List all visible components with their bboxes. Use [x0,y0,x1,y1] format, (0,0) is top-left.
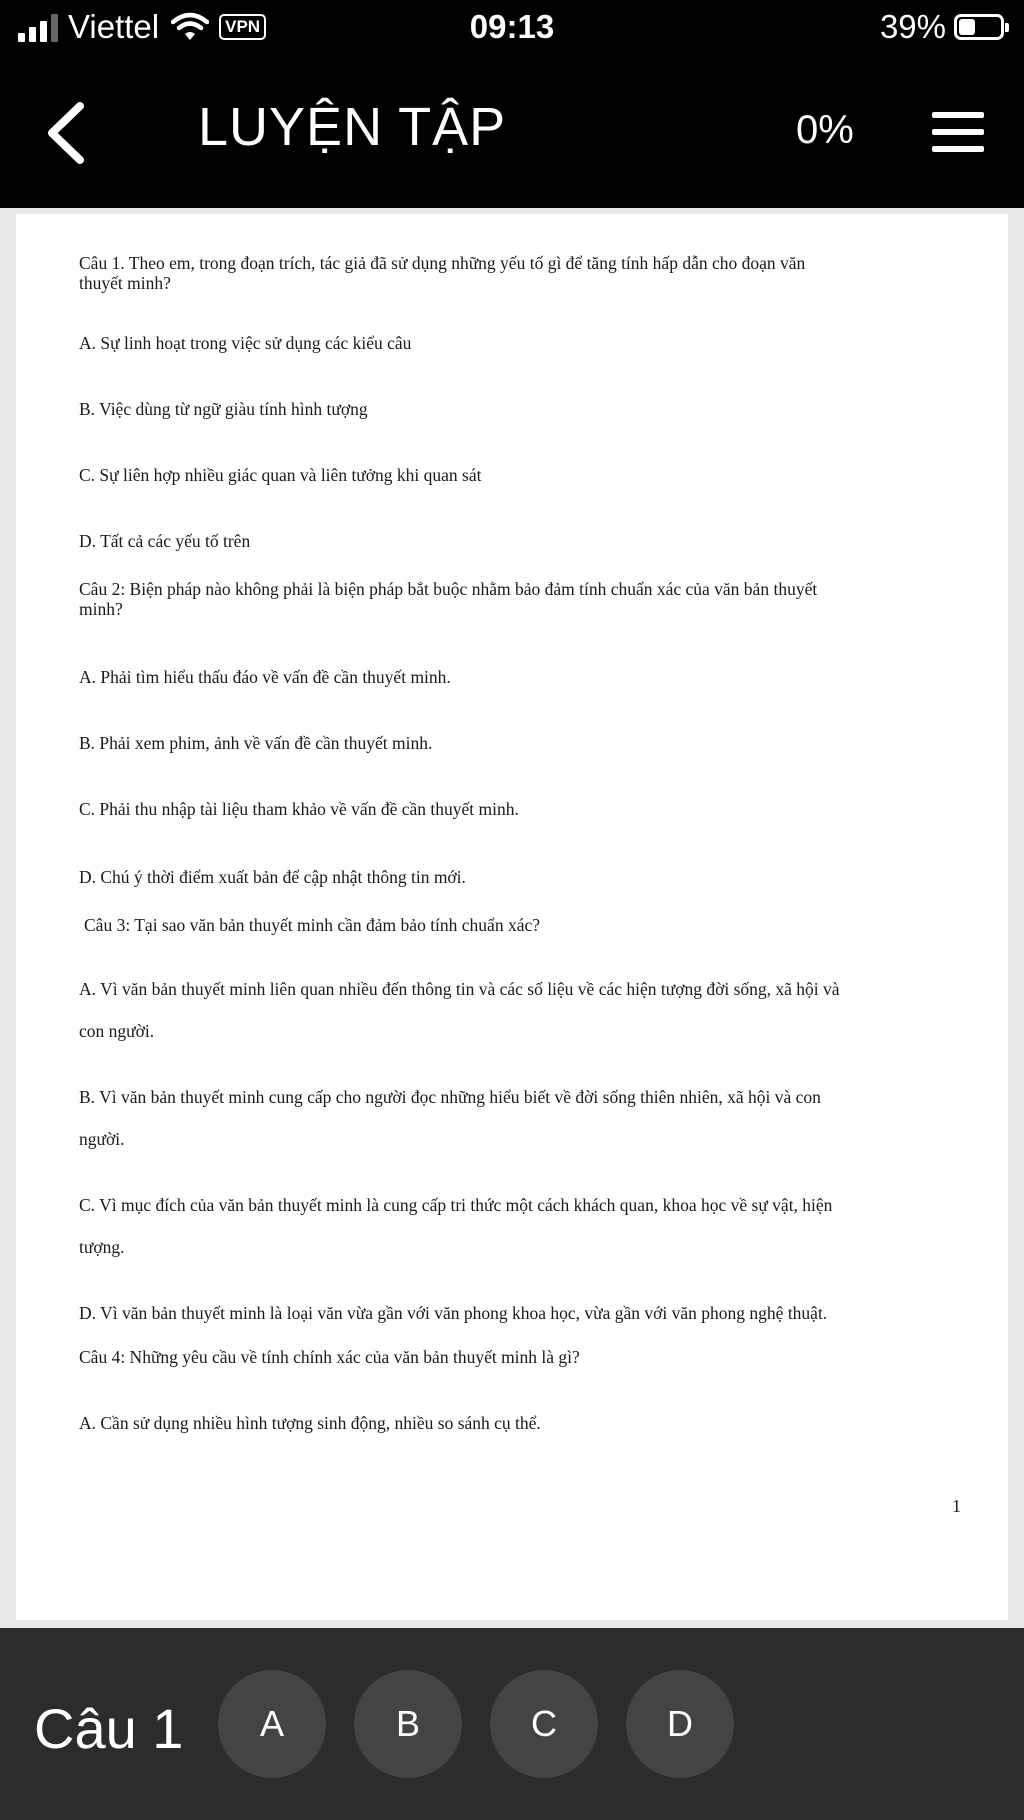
doc-line: C. Vì mục đích của văn bản thuyết minh là cung cấp tri thức một cách khách quan, khoa học về sự vật, hiện [79,1195,833,1215]
doc-line: A. Cần sử dụng nhiều hình tượng sinh động, nhiều so sánh cụ thể. [79,1413,541,1433]
document-page [16,214,1008,1620]
document-viewer[interactable] [0,208,1024,1628]
doc-line: thuyết minh? [79,273,171,293]
answer-option-c-button[interactable]: C [490,1670,598,1778]
answer-option-d-button[interactable]: D [626,1670,734,1778]
current-question-label: Câu 1 [34,1697,184,1760]
doc-line: B. Việc dùng từ ngữ giàu tính hình tượng [79,399,368,419]
page-number: 1 [952,1496,961,1516]
app-header [0,58,1024,208]
answer-option-b-button[interactable]: B [354,1670,462,1778]
answer-bar [0,1628,1024,1820]
doc-line: Câu 1. Theo em, trong đoạn trích, tác giả đã sử dụng những yếu tố gì để tăng tính hấp dẫn cho đoạn văn [79,253,806,273]
doc-line: A. Sự linh hoạt trong việc sử dụng các kiểu câu [79,333,412,353]
doc-line: tượng. [79,1237,125,1257]
doc-line: người. [79,1129,125,1149]
doc-line: Câu 3: Tại sao văn bản thuyết minh cần đảm bảo tính chuẩn xác? [84,915,540,935]
doc-line: C. Sự liên hợp nhiều giác quan và liên tưởng khi quan sát [79,465,482,485]
doc-line: A. Phải tìm hiểu thấu đáo về vấn đề cần thuyết minh. [79,667,451,687]
progress-percent: 0% [796,108,854,152]
page-title: LUYỆN TẬP [198,97,507,157]
hamburger-menu-icon[interactable] [932,112,984,152]
doc-line: con người. [79,1021,155,1041]
doc-line: B. Vì văn bản thuyết minh cung cấp cho người đọc những hiểu biết về đời sống thiên nhiên, xã hội và con [79,1087,821,1107]
doc-line: D. Chú ý thời điểm xuất bản để cập nhật thông tin mới. [79,867,466,887]
doc-line: minh? [79,599,123,619]
battery-fill [959,19,975,35]
doc-line: D. Tất cả các yếu tố trên [79,531,251,551]
vpn-badge: VPN [219,14,266,40]
doc-line: A. Vì văn bản thuyết minh liên quan nhiều đến thông tin và các số liệu về các hiện tượng đời sống, xã hội và [79,979,840,999]
battery-percent: 39% [879,8,946,45]
doc-line: B. Phải xem phim, ảnh về vấn đề cần thuyết minh. [79,733,433,753]
doc-line: D. Vì văn bản thuyết minh là loại văn vừa gần với văn phong khoa học, vừa gần với văn phong nghệ thuật. [79,1303,828,1323]
answer-option-a-button[interactable]: A [218,1670,326,1778]
doc-line: C. Phải thu nhập tài liệu tham khảo về vấn đề cần thuyết minh. [79,799,519,819]
status-bar [0,0,1024,58]
battery-nub [1005,23,1009,32]
doc-line: Câu 4: Những yêu cầu về tính chính xác của văn bản thuyết minh là gì? [79,1347,580,1367]
battery-icon [954,14,1004,40]
status-time: 09:13 [469,8,555,45]
carrier-name: Viettel [68,8,160,45]
status-right [880,8,1004,46]
back-arrow-icon[interactable] [40,98,100,168]
doc-line: Câu 2: Biện pháp nào không phải là biện pháp bắt buộc nhằm bảo đảm tính chuẩn xác của văn bản thuyết [79,579,818,599]
